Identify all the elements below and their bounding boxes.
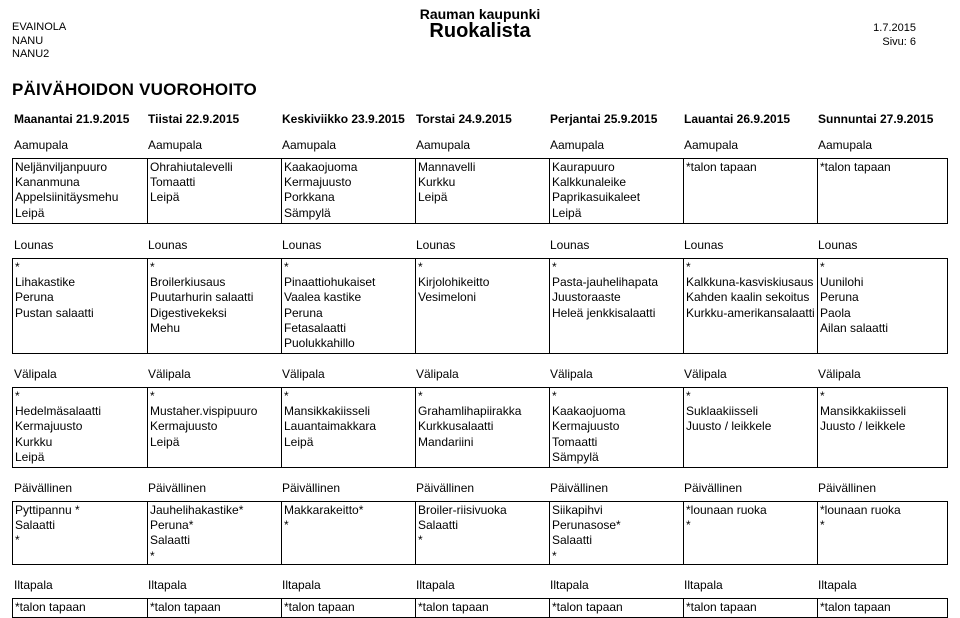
menu-item: *: [552, 260, 557, 274]
day-column: [281, 159, 415, 223]
meal-label: Päivällinen: [550, 481, 609, 495]
menu-item: *: [820, 260, 825, 274]
meal-label: Aamupala: [550, 138, 605, 152]
meal-label: Lounas: [148, 238, 188, 252]
meal-grid: [12, 258, 948, 354]
menu-item: Leipä: [552, 205, 582, 220]
menu-item: Kaakaojuoma: [284, 160, 358, 174]
menu-item: Kaurapuuro: [552, 160, 615, 174]
document-title: Ruokalista: [429, 20, 531, 42]
menu-item: *talon tapaan: [284, 600, 355, 614]
menu-item: Leipä: [150, 434, 180, 449]
menu-item: Leipä: [15, 449, 45, 464]
day-column: [147, 259, 281, 353]
menu-item: Hedelmäsalaatti: [15, 404, 102, 419]
day-header-thursday: Torstai 24.9.2015: [416, 112, 512, 126]
meal-label: Aamupala: [818, 138, 873, 152]
menu-item: Mansikkakiisseli: [284, 404, 371, 419]
meal-label: Välipala: [550, 367, 593, 381]
meal-label: Iltapala: [550, 578, 589, 592]
menu-item: Salaatti: [418, 518, 459, 533]
menu-item: Salaatti: [15, 518, 56, 533]
day-column: [13, 259, 147, 353]
menu-item: Leipä: [15, 205, 45, 220]
day-column: [281, 599, 415, 617]
unit-name-1: EVAINOLA: [12, 21, 67, 33]
unit-name-3: NANU2: [12, 48, 50, 60]
menu-item: Peruna: [820, 290, 859, 305]
day-column: [415, 159, 549, 223]
menu-item: Appelsiinitäysmehu: [15, 190, 119, 205]
menu-item: Lauantaimakkara: [284, 419, 377, 434]
menu-item: *talon tapaan: [552, 600, 623, 614]
meal-label: Päivällinen: [14, 481, 73, 495]
menu-item: Vesimeloni: [418, 290, 477, 305]
menu-item: Puutarhurin salaatti: [150, 290, 254, 305]
menu-item: Pustan salaatti: [15, 305, 94, 320]
menu-item: *talon tapaan: [150, 600, 221, 614]
day-column: [147, 599, 281, 617]
day-column: [549, 502, 683, 564]
day-column: [683, 259, 817, 353]
menu-item: Pyttipannu *: [15, 503, 80, 517]
meal-label: Välipala: [416, 367, 459, 381]
day-header-sunday: Sunnuntai 27.9.2015: [818, 112, 934, 126]
menu-item: *: [150, 260, 155, 274]
menu-item: Sämpylä: [552, 449, 599, 464]
meal-label: Päivällinen: [416, 481, 475, 495]
menu-item: Mandariini: [418, 434, 474, 449]
menu-item: Kurkkusalaatti: [418, 419, 494, 434]
menu-item: Peruna: [284, 305, 323, 320]
meal-label: Päivällinen: [684, 481, 743, 495]
menu-item: *: [150, 548, 155, 563]
menu-item: Mustaher.vispipuuro: [150, 404, 258, 419]
menu-item: *: [820, 389, 825, 403]
menu-item: Leipä: [150, 190, 180, 205]
menu-item: *: [820, 518, 825, 533]
unit-name-2: NANU: [12, 34, 44, 47]
meal-label: Välipala: [148, 367, 191, 381]
day-column: [817, 388, 947, 467]
menu-item: Suklaakiisseli: [686, 404, 759, 419]
menu-item: *: [284, 260, 289, 274]
meal-grid: [12, 158, 948, 224]
day-column: [415, 502, 549, 564]
menu-item: *: [418, 260, 423, 274]
menu-item: Juusto / leikkele: [686, 419, 772, 434]
menu-item: Peruna*: [150, 518, 194, 533]
menu-item: Paola: [820, 305, 851, 320]
day-column: [817, 259, 947, 353]
menu-item: Broilerkiusaus: [150, 275, 226, 290]
menu-item: Salaatti: [552, 533, 593, 548]
menu-item: Grahamlihapiirakka: [418, 404, 522, 419]
menu-item: Kurkku: [15, 434, 53, 449]
page-title: PÄIVÄHOIDON VUOROHOITO: [12, 80, 257, 99]
menu-item: Siikapihvi: [552, 503, 603, 517]
menu-item: *lounaan ruoka: [820, 503, 901, 517]
day-column: [549, 599, 683, 617]
meal-label: Aamupala: [148, 138, 203, 152]
day-column: [147, 502, 281, 564]
meal-label: Lounas: [550, 238, 590, 252]
day-column: [281, 259, 415, 353]
meal-label: Lounas: [818, 238, 858, 252]
menu-item: *: [418, 389, 423, 403]
menu-item: Jauhelihakastike*: [150, 503, 244, 517]
menu-item: Kurkku-amerikansalaatti: [686, 305, 815, 320]
day-column: [549, 259, 683, 353]
menu-item: *: [418, 533, 423, 548]
menu-item: *: [15, 533, 20, 548]
menu-item: Juustoraaste: [552, 290, 621, 305]
day-header-saturday: Lauantai 26.9.2015: [684, 112, 791, 126]
day-column: [549, 159, 683, 223]
menu-item: Paprikasuikaleet: [552, 190, 641, 205]
menu-item: *: [15, 260, 20, 274]
meal-label: Iltapala: [416, 578, 455, 592]
day-column: [415, 599, 549, 617]
menu-item: *: [686, 260, 691, 274]
meal-label: Aamupala: [416, 138, 471, 152]
menu-item: Kurkku: [418, 175, 456, 190]
meal-label: Lounas: [282, 238, 322, 252]
meal-label: Välipala: [282, 367, 325, 381]
menu-item: Ailan salaatti: [820, 320, 889, 335]
meal-label: Välipala: [14, 367, 57, 381]
day-column: [281, 388, 415, 467]
organization-name: Rauman kaupunki: [419, 6, 541, 22]
day-column: [415, 388, 549, 467]
menu-item: *: [284, 389, 289, 403]
menu-item: Kalkkuna-kasviskiusaus: [686, 275, 814, 290]
menu-item: Tomaatti: [150, 175, 196, 190]
meal-label: Iltapala: [818, 578, 857, 592]
menu-item: *lounaan ruoka: [686, 503, 767, 517]
menu-item: Puolukkahillo: [284, 336, 355, 351]
day-column: [13, 502, 147, 564]
meal-label: Iltapala: [282, 578, 321, 592]
menu-item: Neljänviljanpuuro: [15, 160, 108, 174]
meal-label: Päivällinen: [148, 481, 207, 495]
day-column: [13, 599, 147, 617]
meal-label: Päivällinen: [818, 481, 877, 495]
menu-item: *talon tapaan: [686, 160, 757, 174]
menu-item: Mehu: [150, 320, 181, 335]
day-column: [13, 388, 147, 467]
menu-item: *talon tapaan: [820, 160, 891, 174]
menu-item: Mansikkakiisseli: [820, 404, 907, 419]
day-column: [147, 388, 281, 467]
day-column: [281, 502, 415, 564]
menu-item: Uunilohi: [820, 275, 864, 290]
print-date: 1.7.2015: [873, 22, 916, 34]
menu-item: Kirjolohikeitto: [418, 275, 490, 290]
meal-label: Lounas: [684, 238, 724, 252]
meal-grid: [12, 501, 948, 565]
menu-item: Pinaattiohukaiset: [284, 275, 376, 290]
menu-item: Kermajuusto: [15, 419, 83, 434]
meal-grid: [12, 387, 948, 468]
menu-item: Peruna: [15, 290, 54, 305]
meal-label: Aamupala: [14, 138, 69, 152]
menu-item: Pasta-jauhelihapata: [552, 275, 659, 290]
menu-item: *: [15, 389, 20, 403]
menu-item: Kermajuusto: [284, 175, 352, 190]
menu-item: Ohrahiutalevelli: [150, 160, 233, 174]
meal-label: Aamupala: [684, 138, 739, 152]
day-header-tuesday: Tiistai 22.9.2015: [148, 112, 240, 126]
meal-label: Välipala: [684, 367, 727, 381]
day-header-friday: Perjantai 25.9.2015: [550, 112, 658, 126]
menu-item: *talon tapaan: [15, 600, 86, 614]
menu-item: Kahden kaalin sekoitus: [686, 290, 810, 305]
meal-label: Aamupala: [282, 138, 337, 152]
day-column: [817, 159, 947, 223]
day-header-wednesday: Keskiviikko 23.9.2015: [282, 112, 405, 126]
menu-item: Fetasalaatti: [284, 320, 347, 335]
menu-item: Kermajuusto: [552, 419, 620, 434]
meal-label: Iltapala: [148, 578, 187, 592]
meal-label: Lounas: [14, 238, 54, 252]
menu-item: *: [150, 389, 155, 403]
menu-item: Broiler-riisivuoka: [418, 503, 507, 517]
day-column: [683, 502, 817, 564]
meal-grid: [12, 598, 948, 618]
menu-item: Sämpylä: [284, 205, 331, 220]
menu-item: Kermajuusto: [150, 419, 218, 434]
print-info: [872, 21, 916, 49]
menu-item: Leipä: [418, 190, 448, 205]
menu-item: Digestivekeksi: [150, 305, 227, 320]
menu-item: Kaakaojuoma: [552, 404, 626, 419]
meal-label: Lounas: [416, 238, 456, 252]
menu-item: *talon tapaan: [686, 600, 757, 614]
day-column: [13, 159, 147, 223]
meal-label: Iltapala: [14, 578, 53, 592]
day-column: [683, 159, 817, 223]
meal-label: Välipala: [818, 367, 861, 381]
menu-item: Mannavelli: [418, 160, 476, 174]
menu-item: *talon tapaan: [418, 600, 489, 614]
day-column: [683, 388, 817, 467]
menu-item: Kalkkunaleike: [552, 175, 627, 190]
page-number: Sivu: 6: [882, 36, 916, 48]
menu-item: Lihakastike: [15, 275, 76, 290]
meal-label: Iltapala: [684, 578, 723, 592]
menu-item: *: [552, 389, 557, 403]
menu-item: Porkkana: [284, 190, 335, 205]
menu-item: Vaalea kastike: [284, 290, 362, 305]
menu-item: Heleä jenkkisalaatti: [552, 305, 656, 320]
menu-item: Makkarakeitto*: [284, 503, 364, 517]
meal-label: Päivällinen: [282, 481, 341, 495]
menu-item: Kananmuna: [15, 175, 80, 190]
menu-item: *: [552, 548, 557, 563]
day-column: [683, 599, 817, 617]
day-column: [549, 388, 683, 467]
menu-item: Perunasose*: [552, 518, 621, 533]
menu-item: *: [686, 389, 691, 403]
menu-item: *: [284, 518, 289, 533]
menu-item: Leipä: [284, 434, 314, 449]
menu-item: Tomaatti: [552, 434, 598, 449]
menu-item: Salaatti: [150, 533, 191, 548]
menu-item: Juusto / leikkele: [820, 419, 906, 434]
day-column: [817, 502, 947, 564]
menu-item: *talon tapaan: [820, 600, 891, 614]
menu-item: *: [686, 518, 691, 533]
day-column: [415, 259, 549, 353]
day-column: [147, 159, 281, 223]
day-column: [817, 599, 947, 617]
day-header-monday: Maanantai 21.9.2015: [14, 112, 130, 126]
day-headers: [0, 112, 960, 128]
